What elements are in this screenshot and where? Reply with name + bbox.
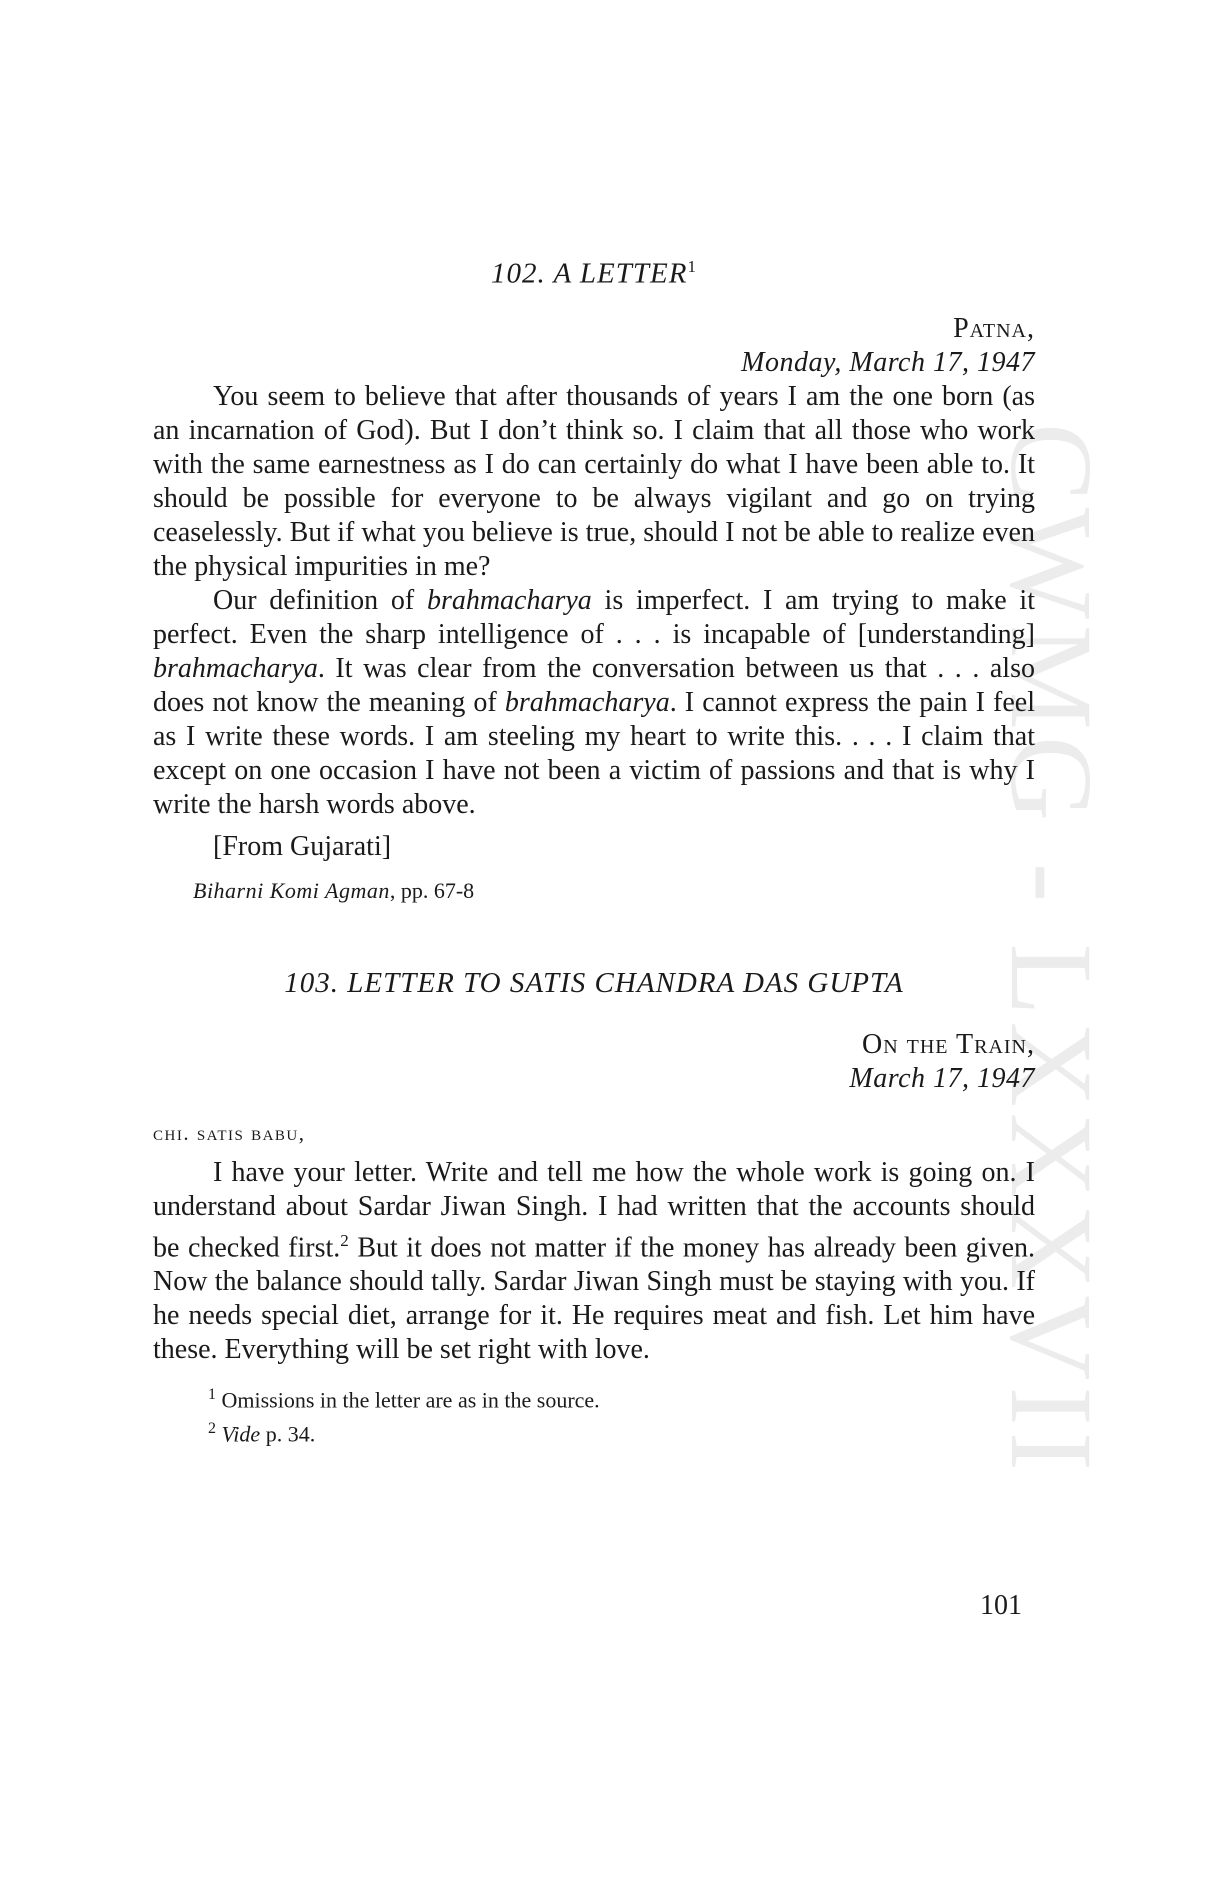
letter2-place: On the Train, [861,1029,1035,1060]
text-run: I have your letter. Write and tell me how the whole work is going on. I understand about Sardar Jiwan Singh. I had written that the accounts should be checked first. [153,1157,1035,1264]
letter2-heading: 103. LETTER TO SATIS CHANDRA DAS GUPTA [284,967,904,999]
letter1-place: Patna, [953,313,1035,344]
footnote-mark: 2 [208,1419,216,1437]
term-italic: brahmacharya [426,585,592,616]
letter1-date: Monday, March 17, 1947 [741,347,1035,378]
letter1-paragraph-1: You seem to believe that after thousands of years I am the one born (as an incarnation of God). But I don’t think so. I claim that all those who work with the same earnestness as I do can certainly do what I have been able to. It should be possible for everyone to be always vigilant and go on trying ceaselessly. But if what you believe is true, should I not be able to realize even the physical impurities in me? [153,381,1035,582]
text-run: But it does not matter if the money has already been given. Now the balance should tally. Sardar Jiwan Singh must be staying with you. If he needs special diet, arrange for it. He requires meat and fish. Let him have these. Everything will be set right with love. [153,1232,1035,1366]
citation-title: Biharni Komi Agman [193,878,390,903]
letter1-heading-text: 102. A LETTER [491,257,688,290]
text-run: is imperfect. I am trying to make it perfect. Even the sharp intelligence of . . . is incapable of [understanding] [153,585,1035,650]
footnote-italic: Vide [216,1420,261,1446]
letter1-source-note: [From Gujarati] [213,831,392,862]
text-run: Our definition of [213,585,427,616]
footnote-ref-1: 1 [687,257,697,276]
page-number: 101 [980,1590,1022,1621]
term-italic: brahmacharya [153,653,318,684]
footnotes [153,1381,1035,1448]
letter1-heading [153,250,1035,290]
letter2-date: March 17, 1947 [849,1063,1035,1094]
footnote-2 [208,1415,1035,1448]
letter2-salutation: chi. satis babu, [153,1121,306,1145]
letter1-citation [153,874,1035,908]
footnote-ref-2: 2 [340,1231,349,1250]
watermark-text: CWMG - LXXXVII [986,422,1118,1478]
text-run: . It was clear from the conversation between us that . . . also does not know the meaning of [153,653,1035,718]
citation-pages: , pp. 67-8 [389,878,475,903]
footnote-text: Omissions in the letter are as in the source. [216,1387,600,1413]
footnote-1 [208,1381,1035,1414]
text-run: . I cannot express the pain I feel as I write these words. I am steeling my heart to write this. . . . I claim that except on one occasion I have not been a victim of passions and that is why I write the harsh words above. [153,687,1035,820]
letter2-paragraph-1 [153,1156,1035,1367]
page-body [153,250,1035,1448]
footnote-text: p. 34. [260,1420,316,1446]
term-italic: brahmacharya [504,687,670,718]
letter1-paragraph-2 [153,584,1035,822]
footnote-mark: 1 [208,1386,216,1404]
